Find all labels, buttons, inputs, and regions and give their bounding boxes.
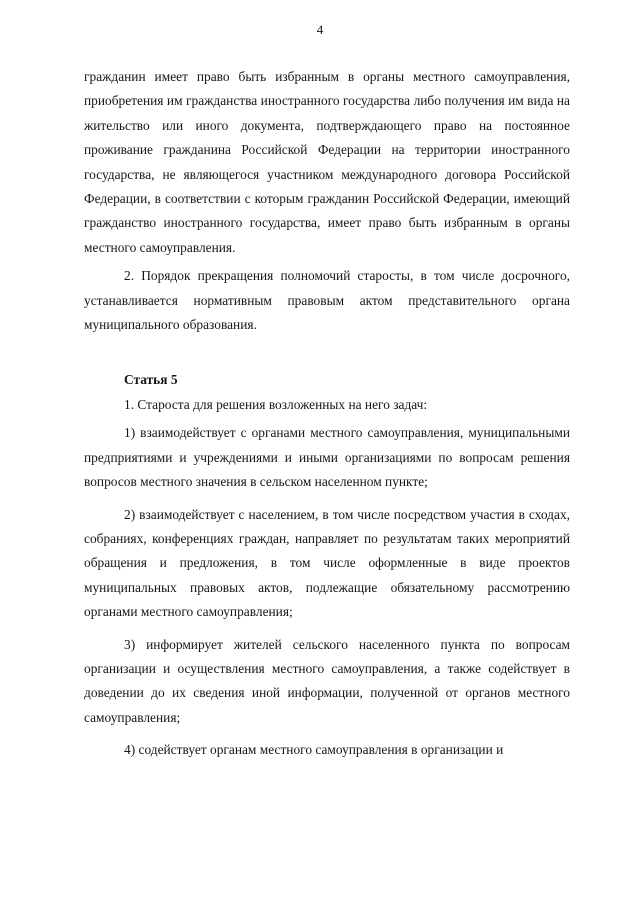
page-number: 4 (316, 22, 324, 37)
article-intro: 1. Староста для решения возложенных на него задач: (124, 396, 428, 412)
paragraph-point-2: 2. Порядок прекращения полномочий старосты, в том числе досрочного, устанавливается нормативным правовым актом представительного органа муниципального образования. (84, 268, 570, 333)
article-title: Статья 5 (124, 372, 178, 388)
list-item-4: 4) содействует органам местного самоуправления в организации и (124, 742, 504, 758)
paragraph-continuation: гражданин имеет право быть избранным в органы местного самоуправления, приобретения им гражданства иностранного государства либо получения им вида на жительство или иного документа, подтверждающего право на постоянное проживание гражданина Российской Федерации на территории иностранного государства, не являющегося участником международного договора Российской Федерации, в соответствии с которым гражданин Российской Федерации, имеющий гражданство иностранного государства, имеет право быть избранным в органы местного самоуправления. (84, 69, 570, 255)
list-item-3: 3) информирует жителей сельского населенного пункта по вопросам организации и осуществления местного самоуправления, а также содействует в доведении до их сведения иной информации, полученной от органов местного самоуправления; (84, 636, 570, 725)
document-body (84, 65, 570, 763)
list-item-1: 1) взаимодействует с органами местного самоуправления, муниципальными предприятиями и учреждениями и иными организациями по вопросам решения вопросов местного значения в сельском населенном пункте; (84, 425, 570, 490)
list-item-2: 2) взаимодействует с населением, в том числе посредством участия в сходах, собраниях, конференциях граждан, направляет по результатам таких мероприятий обращения и предложения, в том числе оформленные в виде проектов муниципальных правовых актов, подлежащие обязательному рассмотрению органами местного самоуправления; (84, 506, 570, 620)
